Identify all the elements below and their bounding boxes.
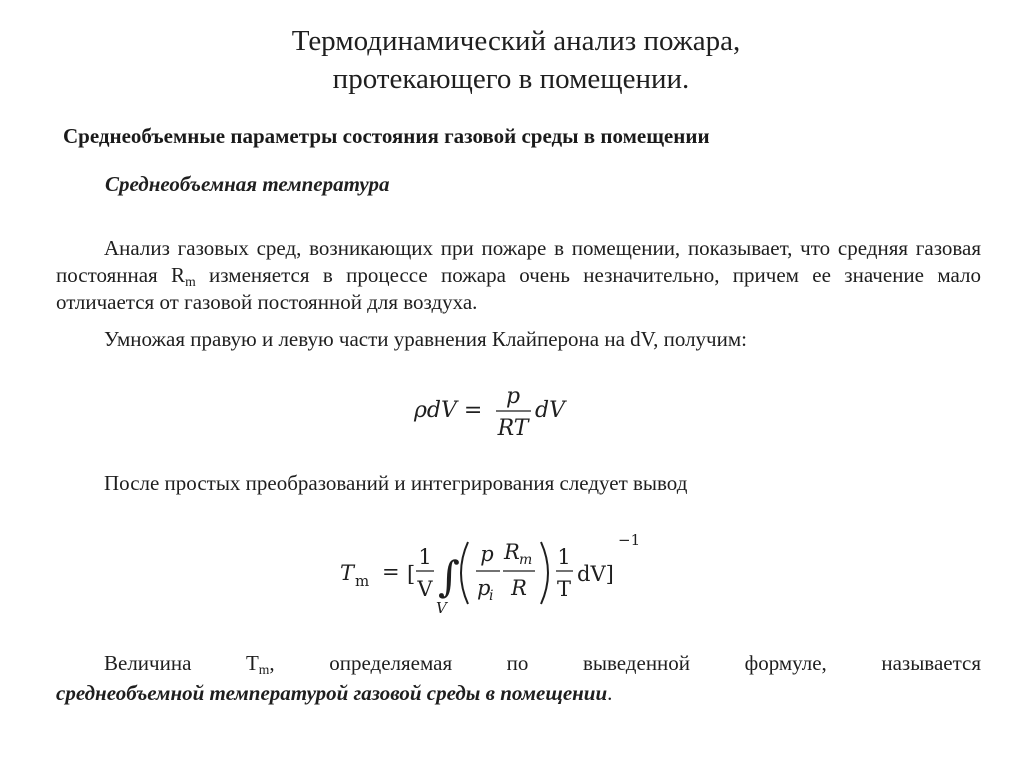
formula1-lhs: ρdV = (414, 398, 483, 423)
paragraph1-sub: m (185, 274, 196, 289)
definition-emphasis: среднеобъемной температурой газовой среды в помещении (56, 681, 608, 705)
paragraph-clapeyron: Умножая правую и левую части уравнения Клайперона на dV, получим: (104, 327, 747, 351)
formula2-lhs-var: T (340, 561, 355, 585)
formula2-int-sub: V (436, 599, 447, 617)
formula2-frac3-num-sub: m (519, 552, 533, 568)
paragraph-gas-constant (56, 235, 981, 316)
formula2-dv: dV] (577, 562, 614, 586)
section-heading: Среднеобъемная температура (105, 172, 390, 196)
paragraph-magnitude (56, 650, 981, 677)
right-paren (541, 542, 548, 604)
formula2-frac3-den: R (511, 576, 527, 600)
formula2-frac1-num: 1 (418, 545, 432, 569)
paragraph4-part2: , определяемая по выведенной формуле, называется (269, 651, 982, 675)
slide-title (0, 22, 1024, 98)
definition-end: . (607, 681, 613, 705)
left-paren (461, 542, 468, 604)
formula-clapeyron (410, 375, 580, 445)
formula2-frac3-num-var: R (504, 540, 520, 564)
slide-subtitle: Среднеобъемные параметры состояния газовой среды в помещении (63, 124, 710, 148)
integral-sign: ∫ (438, 552, 460, 601)
formula-mean-temperature (335, 525, 655, 625)
slide-title-line2: протекающего в помещении. (332, 63, 690, 95)
formula2-lbracket: [ (407, 562, 416, 586)
paragraph-definition (56, 680, 612, 707)
formula2-frac2-den-var: p (477, 576, 491, 600)
paragraph4-part1: Величина T (104, 651, 259, 675)
paragraph1-part2: изменяется в процессе пожара очень незначительно, причем ее значение мало отличается от газовой постоянной для воздуха. (56, 263, 981, 314)
formula2-exponent: −1 (618, 531, 641, 549)
formula2-lhs-sub: m (355, 572, 370, 590)
paragraph4-sub: m (258, 662, 270, 677)
paragraph-integration: После простых преобразований и интегрирования следует вывод (104, 471, 688, 495)
formula1-rhs: dV (535, 398, 565, 423)
paragraph1-part1: Анализ газовых сред, возникающих при пожаре в помещении, показывает, что средняя газовая постоянная R (56, 236, 981, 287)
formula2-equals: = (382, 560, 400, 584)
formula2-frac2-den-sub: i (489, 588, 494, 604)
formula2-frac4-den: T (556, 577, 572, 601)
formula2-frac1-den: V (417, 577, 433, 601)
formula2-frac2-num: p (480, 542, 494, 566)
formula2-frac4-num: 1 (557, 545, 571, 569)
slide-title-line1: Термодинамический анализ пожара, (291, 25, 741, 57)
formula1-numerator: p (505, 384, 521, 409)
formula1-denominator: RT (497, 416, 529, 441)
